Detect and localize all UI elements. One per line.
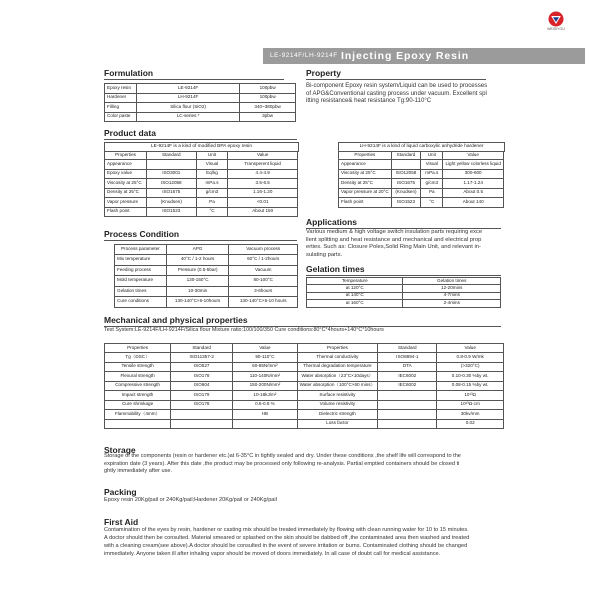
table-cell: Surface resistivity bbox=[297, 391, 378, 401]
table-cell: Feeding process bbox=[115, 265, 167, 276]
table-cell: Density at 25°C bbox=[339, 179, 392, 189]
table-row bbox=[105, 353, 504, 363]
table-cell: 0.6-0.8 % bbox=[233, 400, 297, 410]
table-cell: Epoxy value bbox=[105, 169, 147, 179]
table-cell: LC-series * bbox=[136, 112, 239, 122]
table-cell: 130-150°C bbox=[166, 276, 229, 287]
table-row bbox=[115, 265, 298, 276]
table-cell: 1.16-1.20 bbox=[228, 188, 298, 198]
table-cell: Vapor pressure at 20°C bbox=[339, 188, 392, 198]
text-line: ghtly immediately after use. bbox=[104, 468, 173, 474]
table-cell: Mix temperature bbox=[115, 255, 167, 266]
table-cell: ISO1675 bbox=[391, 179, 421, 189]
table-cell: Pa bbox=[421, 188, 443, 198]
table-cell: Volume resistivity bbox=[297, 400, 378, 410]
column-header: Standard bbox=[378, 344, 437, 353]
table-cell: Compressive strength bbox=[105, 381, 171, 391]
table-header-row bbox=[105, 344, 504, 353]
column-header: Properties bbox=[297, 344, 378, 353]
table-cell: Water absorption（100°C×60 mins） bbox=[297, 381, 378, 391]
table-row bbox=[105, 198, 298, 208]
text-line: sulating parts. bbox=[306, 251, 343, 258]
banner-product-code: LE-9214F/LH-9214F bbox=[270, 52, 338, 59]
table-cell bbox=[146, 160, 196, 170]
property-rule bbox=[306, 79, 486, 80]
table-cell: LE-9214F bbox=[136, 84, 239, 94]
text-line: itting resistance& heat resistance Tg:90-110°C bbox=[306, 97, 432, 104]
mechanical-heading: Mechanical and physical properties bbox=[104, 315, 248, 325]
column-header: Value bbox=[233, 344, 297, 353]
table-row bbox=[105, 188, 298, 198]
table-row bbox=[105, 169, 298, 179]
table-row bbox=[115, 297, 298, 308]
table-cell: 10¹³Ω·cm bbox=[437, 400, 504, 410]
table-cell: °C bbox=[196, 207, 228, 217]
gelation-times-heading: Gelation times bbox=[306, 264, 365, 274]
table-cell bbox=[171, 410, 233, 420]
table-cell: HB bbox=[233, 410, 297, 420]
table-cell: ISO1523 bbox=[146, 207, 196, 217]
table-cell: Epoxy resin bbox=[105, 84, 137, 94]
table-cell: 10-30min bbox=[166, 286, 229, 297]
table-header-row bbox=[339, 152, 504, 160]
table-row bbox=[339, 188, 504, 198]
text-line: immediately. Anyone taken ill after inhaling vapor should be moved of doors immediately. In all case of doubt call for medical assistance. bbox=[104, 551, 441, 557]
table-cell bbox=[378, 400, 437, 410]
table-cell: 80-100°C bbox=[229, 276, 298, 287]
column-header: Unit bbox=[421, 152, 443, 160]
text-line: Contamination of the eyes by resin, hardener or casting mix should be treated immediately by flowing with clean running water for 10 to 15 minutes. bbox=[104, 527, 469, 533]
resin-caption: LE-9214F is a kind of modified BPA epoxy resin bbox=[104, 142, 299, 152]
resin-data-table bbox=[104, 151, 298, 217]
packing-text: Epoxy resin 20Kg/pail or 240Kg/pail;Hardener 20Kg/pail or 240Kg/pail bbox=[104, 497, 277, 503]
table-cell: About 140 bbox=[443, 198, 504, 208]
table-cell: 90-110°C bbox=[233, 353, 297, 363]
text-line: A doctor should then be consulted. Material smeared or splashed on the skin should be dabbed off ,the contaminated area then washed and treated bbox=[104, 535, 470, 541]
table-cell: LH-9214F bbox=[136, 93, 239, 103]
table-cell: DTA bbox=[378, 362, 437, 372]
table-row bbox=[105, 112, 296, 122]
table-cell: Cure conditions bbox=[115, 297, 167, 308]
process-condition-rule bbox=[104, 240, 297, 241]
table-cell bbox=[378, 410, 437, 420]
table-cell: IEC6002 bbox=[378, 372, 437, 382]
table-row bbox=[105, 179, 298, 189]
column-header: Standard bbox=[391, 152, 421, 160]
table-cell: Flexural strength bbox=[105, 372, 171, 382]
table-cell: Viscosity at 25°C bbox=[339, 169, 392, 179]
table-cell: Color paste bbox=[105, 112, 137, 122]
table-cell: 3.5-6.5 bbox=[228, 179, 298, 189]
column-header: Properties bbox=[339, 152, 392, 160]
first-aid-heading: First Aid bbox=[104, 517, 139, 527]
table-cell: Water absorption（23°C×10days） bbox=[297, 372, 378, 382]
table-cell: Tg（DSC） bbox=[105, 353, 171, 363]
table-row bbox=[307, 300, 501, 308]
table-row bbox=[105, 400, 504, 410]
table-cell: 100pbw bbox=[240, 84, 296, 94]
formulation-rule bbox=[104, 79, 284, 80]
table-cell: 100pbw bbox=[240, 93, 296, 103]
table-cell: 0.02 bbox=[437, 419, 504, 429]
table-row bbox=[307, 285, 501, 293]
table-row bbox=[105, 160, 298, 170]
title-banner bbox=[263, 48, 585, 64]
table-cell: Loss factor bbox=[297, 419, 378, 429]
table-cell: Mold temperature bbox=[115, 276, 167, 287]
table-row bbox=[339, 198, 504, 208]
product-data-heading: Product data bbox=[104, 128, 156, 138]
table-cell: ISO12058 bbox=[391, 169, 421, 179]
brand-logo bbox=[546, 11, 566, 37]
gelation-times-table bbox=[306, 277, 501, 308]
column-header: Value bbox=[443, 152, 504, 160]
table-cell bbox=[233, 419, 297, 429]
mechanical-table bbox=[104, 343, 504, 429]
table-row bbox=[105, 207, 298, 217]
table-cell: ISO8894-1 bbox=[378, 353, 437, 363]
table-cell: 40°C / 1-2 hours bbox=[166, 255, 229, 266]
text-line: erties. Such as: Closure Poles,Solid Ring Main Unit, and relevant in- bbox=[306, 244, 481, 250]
table-cell: Visual bbox=[421, 160, 443, 170]
table-cell: About 150 bbox=[228, 207, 298, 217]
table-row bbox=[307, 292, 501, 300]
hardener-data-table bbox=[338, 151, 504, 208]
table-cell: at 120°C bbox=[307, 285, 403, 293]
table-cell bbox=[378, 419, 437, 429]
table-cell: 30kv/mm bbox=[437, 410, 504, 420]
table-cell: ISO3001 bbox=[146, 169, 196, 179]
column-header: Vacuum process bbox=[229, 245, 298, 255]
table-cell bbox=[171, 419, 233, 429]
table-cell: Impact strength bbox=[105, 391, 171, 401]
table-cell: 0.08-0.15 %by wt. bbox=[437, 381, 504, 391]
text-line: llent splitting and heat resistance and mechanical and electrical prop bbox=[306, 236, 482, 243]
text-line: Storage of the components (resin or hardener etc.)at 6-35°C in tightly sealed and dry. Under these conditions ,the shelf life will correspond to the bbox=[104, 453, 461, 459]
table-cell: 2-4mins bbox=[403, 300, 501, 308]
table-header-row bbox=[115, 245, 298, 255]
table-cell: at 160°C bbox=[307, 300, 403, 308]
column-header: Unit bbox=[196, 152, 228, 160]
table-cell: Vapor pressure bbox=[105, 198, 147, 208]
table-row bbox=[339, 169, 504, 179]
table-row bbox=[105, 372, 504, 382]
table-cell: ISO1675 bbox=[146, 188, 196, 198]
column-header: Value bbox=[437, 344, 504, 353]
table-cell: Flammability（4mm） bbox=[105, 410, 171, 420]
table-cell: Tensile strength bbox=[105, 362, 171, 372]
storage-heading: Storage bbox=[104, 445, 136, 455]
table-cell: Flash point bbox=[339, 198, 392, 208]
table-cell: Thermal conductivity bbox=[297, 353, 378, 363]
table-cell: mPa.s bbox=[421, 169, 443, 179]
table-row bbox=[105, 419, 504, 429]
table-row bbox=[115, 255, 298, 266]
table-header-row bbox=[105, 152, 298, 160]
table-cell: °C bbox=[421, 198, 443, 208]
table-row bbox=[105, 410, 504, 420]
table-cell: 340~380pbw bbox=[240, 103, 296, 113]
table-row bbox=[105, 103, 296, 113]
column-header: Gelation times bbox=[403, 278, 501, 285]
table-cell: Filling bbox=[105, 103, 137, 113]
table-cell bbox=[391, 160, 421, 170]
table-cell: Visual bbox=[196, 160, 228, 170]
table-row bbox=[105, 362, 504, 372]
table-cell: IEC6002 bbox=[378, 381, 437, 391]
table-cell bbox=[105, 419, 171, 429]
table-row bbox=[339, 160, 504, 170]
applications-text bbox=[306, 229, 482, 259]
table-cell: Viscosity at 25°C bbox=[105, 179, 147, 189]
applications-heading: Applications bbox=[306, 217, 358, 227]
column-header: Standard bbox=[171, 344, 233, 353]
table-cell: <0.01 bbox=[228, 198, 298, 208]
table-cell: Transperent liquid bbox=[228, 160, 298, 170]
text-line: with a cleaning cream(see above).A doctor should be consulted in the event of severe irritation or burns. Contaminated clothing should be changed bbox=[104, 543, 468, 549]
product-data-rule bbox=[104, 139, 297, 140]
table-cell: Eq/kg bbox=[196, 169, 228, 179]
table-cell: 10-18kJ/m² bbox=[233, 391, 297, 401]
table-cell: Pa bbox=[196, 198, 228, 208]
column-header: Temperature bbox=[307, 278, 403, 285]
table-cell: ISO604 bbox=[171, 381, 233, 391]
formulation-heading: Formulation bbox=[104, 68, 154, 78]
first-aid-text bbox=[104, 526, 469, 558]
table-cell: 3-6hours bbox=[229, 286, 298, 297]
table-cell: Hardener bbox=[105, 93, 137, 103]
table-cell: Dielectric strength bbox=[297, 410, 378, 420]
table-row bbox=[115, 286, 298, 297]
table-cell: g/cm3 bbox=[196, 188, 228, 198]
table-row bbox=[105, 93, 296, 103]
table-cell: 1.17-1.24 bbox=[443, 179, 504, 189]
table-row bbox=[339, 179, 504, 189]
table-cell: Density at 25°C bbox=[105, 188, 147, 198]
table-cell: 0.8-0.9 W/mk bbox=[437, 353, 504, 363]
logo-emblem-icon bbox=[548, 11, 564, 27]
table-cell: 60°C / 1-2hours bbox=[229, 255, 298, 266]
table-cell: ISO11357-2 bbox=[171, 353, 233, 363]
table-cell: (Knudsen) bbox=[391, 188, 421, 198]
table-cell: at 140°C bbox=[307, 292, 403, 300]
table-cell: 130-140°C×6-10 hours bbox=[229, 297, 298, 308]
table-cell: ISO527 bbox=[171, 362, 233, 372]
table-cell: ISO1523 bbox=[391, 198, 421, 208]
process-condition-heading: Process Condition bbox=[104, 229, 180, 239]
formulation-table bbox=[104, 83, 296, 122]
column-header: Properties bbox=[105, 344, 171, 353]
table-cell: Silica flour (SiO2) bbox=[136, 103, 239, 113]
table-cell: ISO178 bbox=[171, 400, 233, 410]
property-heading: Property bbox=[306, 68, 341, 78]
banner-title: Injecting Epoxy Resin bbox=[341, 50, 470, 62]
table-cell: Vacuum bbox=[229, 265, 298, 276]
table-cell: ISO12058 bbox=[146, 179, 196, 189]
process-condition-table bbox=[114, 244, 298, 308]
gelation-times-rule bbox=[306, 275, 501, 276]
table-cell: 4-7mins bbox=[403, 292, 501, 300]
table-cell: Appearance bbox=[339, 160, 392, 170]
storage-text bbox=[104, 453, 461, 476]
column-header: Process parameter bbox=[115, 245, 167, 255]
table-cell: 0.10-0.30 %by wt. bbox=[437, 372, 504, 382]
table-cell: Appearance bbox=[105, 160, 147, 170]
table-cell: 4.4-4.9 bbox=[228, 169, 298, 179]
packing-heading: Packing bbox=[104, 487, 137, 497]
column-header: Value bbox=[228, 152, 298, 160]
table-row bbox=[105, 381, 504, 391]
logo-text: WEISIYOU bbox=[547, 27, 565, 31]
table-row bbox=[115, 276, 298, 287]
table-cell: 60-85N/mm² bbox=[233, 362, 297, 372]
property-text bbox=[306, 82, 487, 105]
table-cell bbox=[378, 391, 437, 401]
text-line: expiration date (3 years). After this date ,the product may be processed only following re-analysis. Partial emptied containers should be closed ti bbox=[104, 460, 460, 467]
table-cell: 3pbw bbox=[240, 112, 296, 122]
table-cell: Pressure (0.5-5bar) bbox=[166, 265, 229, 276]
table-header-row bbox=[307, 278, 501, 285]
table-cell: Flash point bbox=[105, 207, 147, 217]
table-cell: Light yellow colorless liquid bbox=[443, 160, 504, 170]
table-cell: 150-200N/mm² bbox=[233, 381, 297, 391]
text-line: Bi-component Epoxy resin system/Liquid can be used to processes bbox=[306, 82, 488, 89]
table-cell: g/cm3 bbox=[421, 179, 443, 189]
text-line: Various medium & high voltage switch insulation parts requiring exce bbox=[306, 229, 483, 235]
table-cell: 300-600 bbox=[443, 169, 504, 179]
table-row bbox=[105, 84, 296, 94]
table-cell: (Knudsen) bbox=[146, 198, 196, 208]
table-cell: Cure shrinkage bbox=[105, 400, 171, 410]
table-cell: 110-140N/mm² bbox=[233, 372, 297, 382]
text-line: of APG&Conventional casting process under vacuum. Excellent spl bbox=[306, 89, 487, 97]
table-cell: 10¹³Ω bbox=[437, 391, 504, 401]
table-cell: 130-140°C×6-10hours bbox=[166, 297, 229, 308]
table-cell: About 0.5 bbox=[443, 188, 504, 198]
table-cell: Thermal degradation temperature bbox=[297, 362, 378, 372]
table-cell: Gelation times bbox=[115, 286, 167, 297]
column-header: Properties bbox=[105, 152, 147, 160]
column-header: APG bbox=[166, 245, 229, 255]
hardener-caption: LH-9214F is a kind of liquid carboxylic anhydride hardener bbox=[338, 142, 505, 152]
mechanical-test-note: Test System:LE-9214F/LH-9214F/Silica flour Mixture ratio:100/100/350 Cure conditions:80°C*4hours+140°C*10hours bbox=[104, 327, 384, 333]
table-cell: ISO179 bbox=[171, 391, 233, 401]
table-cell: mPa.s bbox=[196, 179, 228, 189]
table-row bbox=[105, 391, 504, 401]
table-cell: 12-20mins bbox=[403, 285, 501, 293]
column-header: Standard bbox=[146, 152, 196, 160]
table-cell: ISO178 bbox=[171, 372, 233, 382]
table-cell: (>320°C) bbox=[437, 362, 504, 372]
